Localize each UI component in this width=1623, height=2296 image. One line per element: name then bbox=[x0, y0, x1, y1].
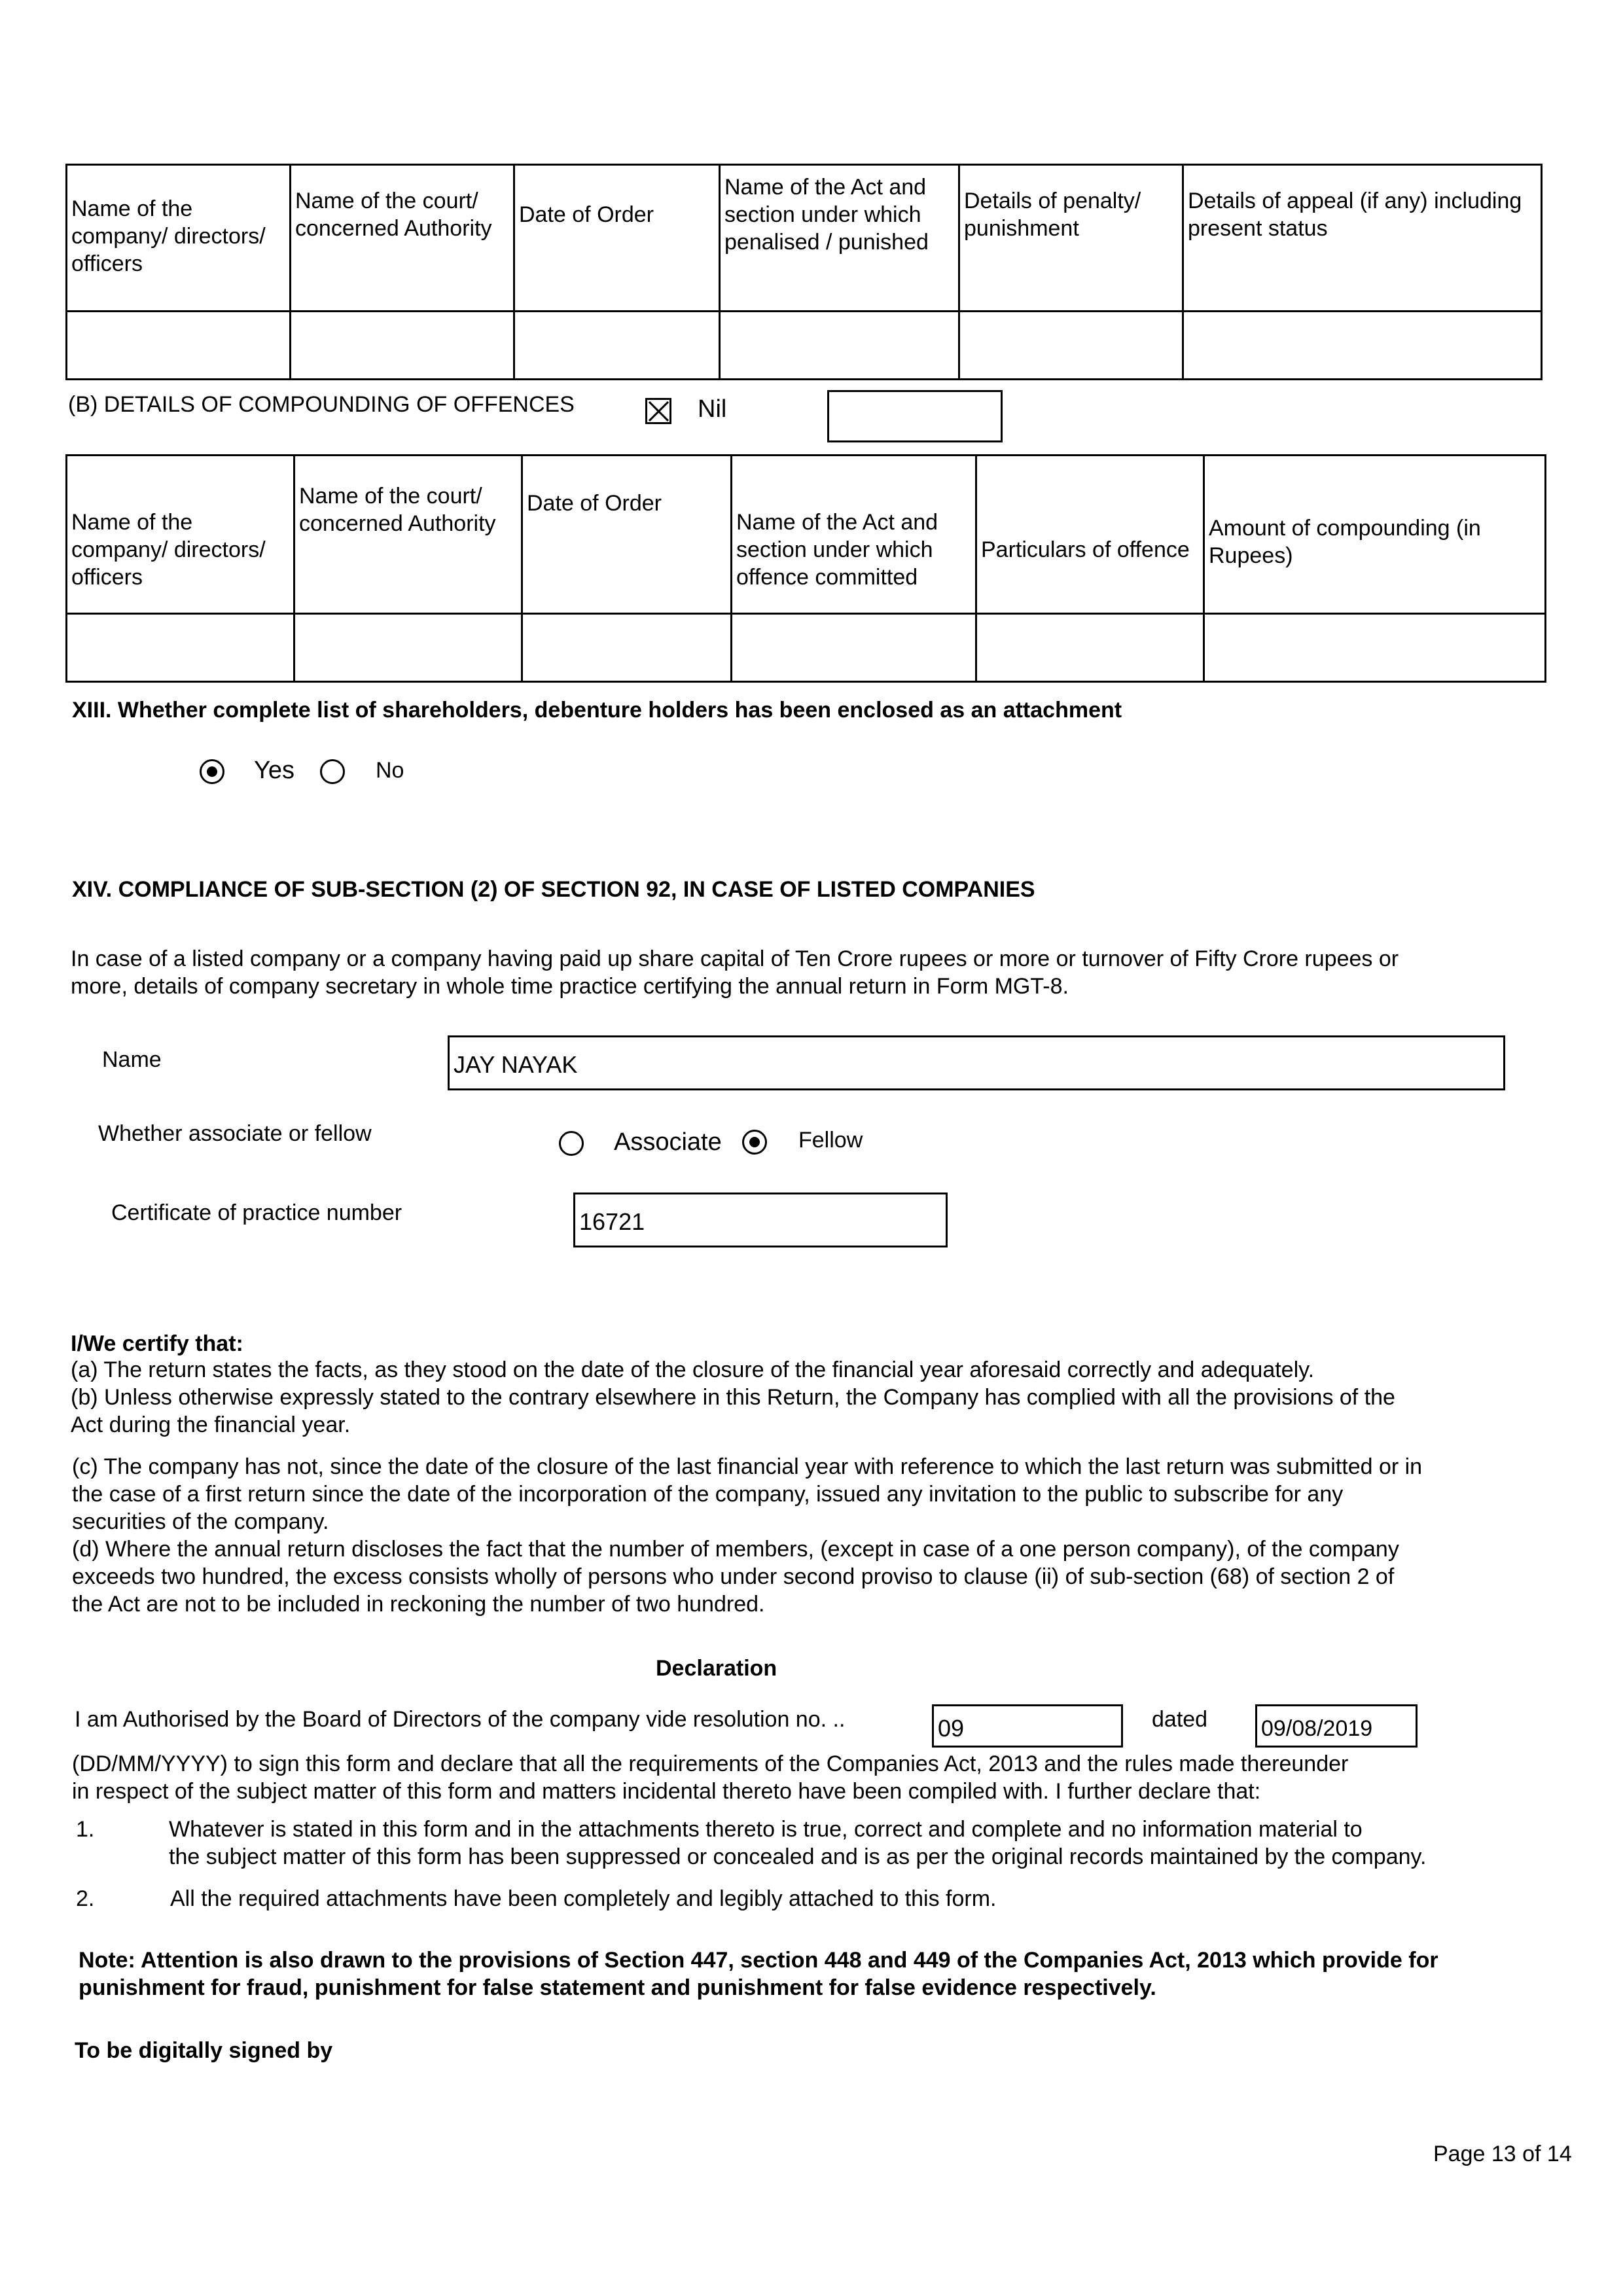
fellow-label: Fellow bbox=[798, 1128, 863, 1153]
compounding-header-amount: Amount of compounding (in Rupees) bbox=[1204, 456, 1546, 614]
assoc-or-fellow-label: Whether associate or fellow bbox=[98, 1121, 372, 1146]
no-radio[interactable] bbox=[320, 759, 345, 784]
penalty-cell[interactable] bbox=[959, 312, 1183, 380]
yes-radio[interactable] bbox=[200, 759, 224, 784]
compounding-cell[interactable] bbox=[522, 614, 732, 682]
compounding-header-act: Name of the Act and section under which offence committed bbox=[732, 456, 976, 614]
compounding-cell[interactable] bbox=[67, 614, 294, 682]
table-row bbox=[67, 312, 1542, 380]
compounding-title: (B) DETAILS OF COMPOUNDING OF OFFENCES bbox=[68, 392, 575, 417]
compounding-header-court: Name of the court/ concerned Authority bbox=[294, 456, 522, 614]
declaration-item-2-number: 2. bbox=[76, 1886, 95, 1911]
penalty-header-act: Name of the Act and section under which penalised / punished bbox=[720, 165, 959, 312]
certify-d-2: exceeds two hundred, the excess consists wholly of persons who under second proviso to clause (ii) of sub-section (68) of section 2 of bbox=[72, 1564, 1395, 1589]
date-field[interactable]: 09/08/2019 bbox=[1255, 1704, 1418, 1748]
declaration-item-2: All the required attachments have been completely and legibly attached to this form. bbox=[170, 1886, 997, 1911]
dated-label: dated bbox=[1152, 1707, 1208, 1732]
yes-label: Yes bbox=[254, 757, 294, 784]
penalty-header-name: Name of the company/ directors/ officers bbox=[67, 165, 291, 312]
table-row bbox=[67, 614, 1546, 682]
certify-c-1: (c) The company has not, since the date of the closure of the last financial year with reference to which the last return was submitted or in bbox=[72, 1454, 1423, 1479]
declaration-line-3: in respect of the subject matter of this form and matters incidental thereto have been compiled with. I further declare that: bbox=[72, 1779, 1261, 1804]
no-label: No bbox=[376, 758, 404, 783]
associate-label: Associate bbox=[614, 1128, 722, 1156]
note-line-1: Note: Attention is also drawn to the provisions of Section 447, section 448 and 449 of the Companies Act, 2013 which provide for bbox=[79, 1948, 1438, 1973]
certify-heading: I/We certify that: bbox=[71, 1331, 243, 1356]
compounding-cell[interactable] bbox=[976, 614, 1204, 682]
section-xiv-intro-2: more, details of company secretary in whole time practice certifying the annual return in Form MGT-8. bbox=[71, 974, 1069, 999]
section-xiv-intro-1: In case of a listed company or a company having paid up share capital of Ten Crore rupees or more or turnover of Fifty Crore rupees or bbox=[71, 946, 1399, 971]
penalty-header-appeal: Details of appeal (if any) including present status bbox=[1183, 165, 1542, 312]
penalty-cell[interactable] bbox=[1183, 312, 1542, 380]
certify-b-2: Act during the financial year. bbox=[71, 1412, 351, 1437]
section-xiii-title: XIII. Whether complete list of shareholders, debenture holders has been enclosed as an attachment bbox=[72, 698, 1122, 723]
compounding-header-name: Name of the company/ directors/ officers bbox=[67, 456, 294, 614]
certify-d-1: (d) Where the annual return discloses the fact that the number of members, (except in case of a one person company), of the company bbox=[72, 1537, 1399, 1562]
penalty-table bbox=[65, 164, 1543, 380]
nil-label: Nil bbox=[698, 395, 727, 423]
cop-label: Certificate of practice number bbox=[111, 1200, 402, 1225]
compounding-header-particulars: Particulars of offence bbox=[976, 456, 1204, 614]
penalty-header-date: Date of Order bbox=[514, 165, 720, 312]
page-number: Page 13 of 14 bbox=[1433, 2142, 1572, 2166]
fellow-radio[interactable] bbox=[742, 1130, 767, 1155]
compounding-table bbox=[65, 454, 1546, 683]
penalty-cell[interactable] bbox=[291, 312, 514, 380]
name-label: Name bbox=[102, 1047, 162, 1072]
certify-a: (a) The return states the facts, as they stood on the date of the closure of the financial year aforesaid correctly and adequately. bbox=[71, 1357, 1315, 1382]
declaration-item-1-number: 1. bbox=[76, 1817, 95, 1842]
note-line-2: punishment for fraud, punishment for false statement and punishment for false evidence respectively. bbox=[79, 1975, 1156, 2000]
name-field[interactable]: JAY NAYAK bbox=[448, 1035, 1505, 1090]
nil-checkbox[interactable] bbox=[645, 398, 671, 424]
penalty-cell[interactable] bbox=[514, 312, 720, 380]
compounding-cell[interactable] bbox=[1204, 614, 1546, 682]
declaration-item-1-line-1: Whatever is stated in this form and in the attachments thereto is true, correct and complete and no information material to bbox=[169, 1817, 1363, 1842]
penalty-cell[interactable] bbox=[720, 312, 959, 380]
associate-radio[interactable] bbox=[559, 1131, 584, 1156]
penalty-header-details: Details of penalty/ punishment bbox=[959, 165, 1183, 312]
penalty-cell[interactable] bbox=[67, 312, 291, 380]
compounding-nil-field[interactable] bbox=[827, 390, 1003, 442]
declaration-line-2: (DD/MM/YYYY) to sign this form and declare that all the requirements of the Companies Act, 2013 and the rules made thereunder bbox=[72, 1751, 1349, 1776]
compounding-cell[interactable] bbox=[732, 614, 976, 682]
penalty-header-court: Name of the court/ concerned Authority bbox=[291, 165, 514, 312]
declaration-heading: Declaration bbox=[656, 1656, 777, 1681]
resolution-no-field[interactable]: 09 bbox=[932, 1704, 1123, 1748]
section-xiv-title: XIV. COMPLIANCE OF SUB-SECTION (2) OF SECTION 92, IN CASE OF LISTED COMPANIES bbox=[72, 877, 1035, 902]
compounding-cell[interactable] bbox=[294, 614, 522, 682]
certify-d-3: the Act are not to be included in reckoning the number of two hundred. bbox=[72, 1592, 765, 1617]
digitally-signed-label: To be digitally signed by bbox=[75, 2038, 333, 2063]
cop-field[interactable]: 16721 bbox=[573, 1193, 948, 1247]
certify-c-2: the case of a first return since the date of the incorporation of the company, issued any invitation to the public to subscribe for any bbox=[72, 1482, 1344, 1507]
declaration-line-1: I am Authorised by the Board of Directors of the company vide resolution no. .. bbox=[75, 1707, 846, 1732]
compounding-header-date: Date of Order bbox=[522, 456, 732, 614]
declaration-item-1-line-2: the subject matter of this form has been suppressed or concealed and is as per the original records maintained by the company. bbox=[169, 1844, 1427, 1869]
certify-c-3: securities of the company. bbox=[72, 1509, 329, 1534]
certify-b-1: (b) Unless otherwise expressly stated to the contrary elsewhere in this Return, the Company has complied with all the provisions of the bbox=[71, 1385, 1395, 1410]
